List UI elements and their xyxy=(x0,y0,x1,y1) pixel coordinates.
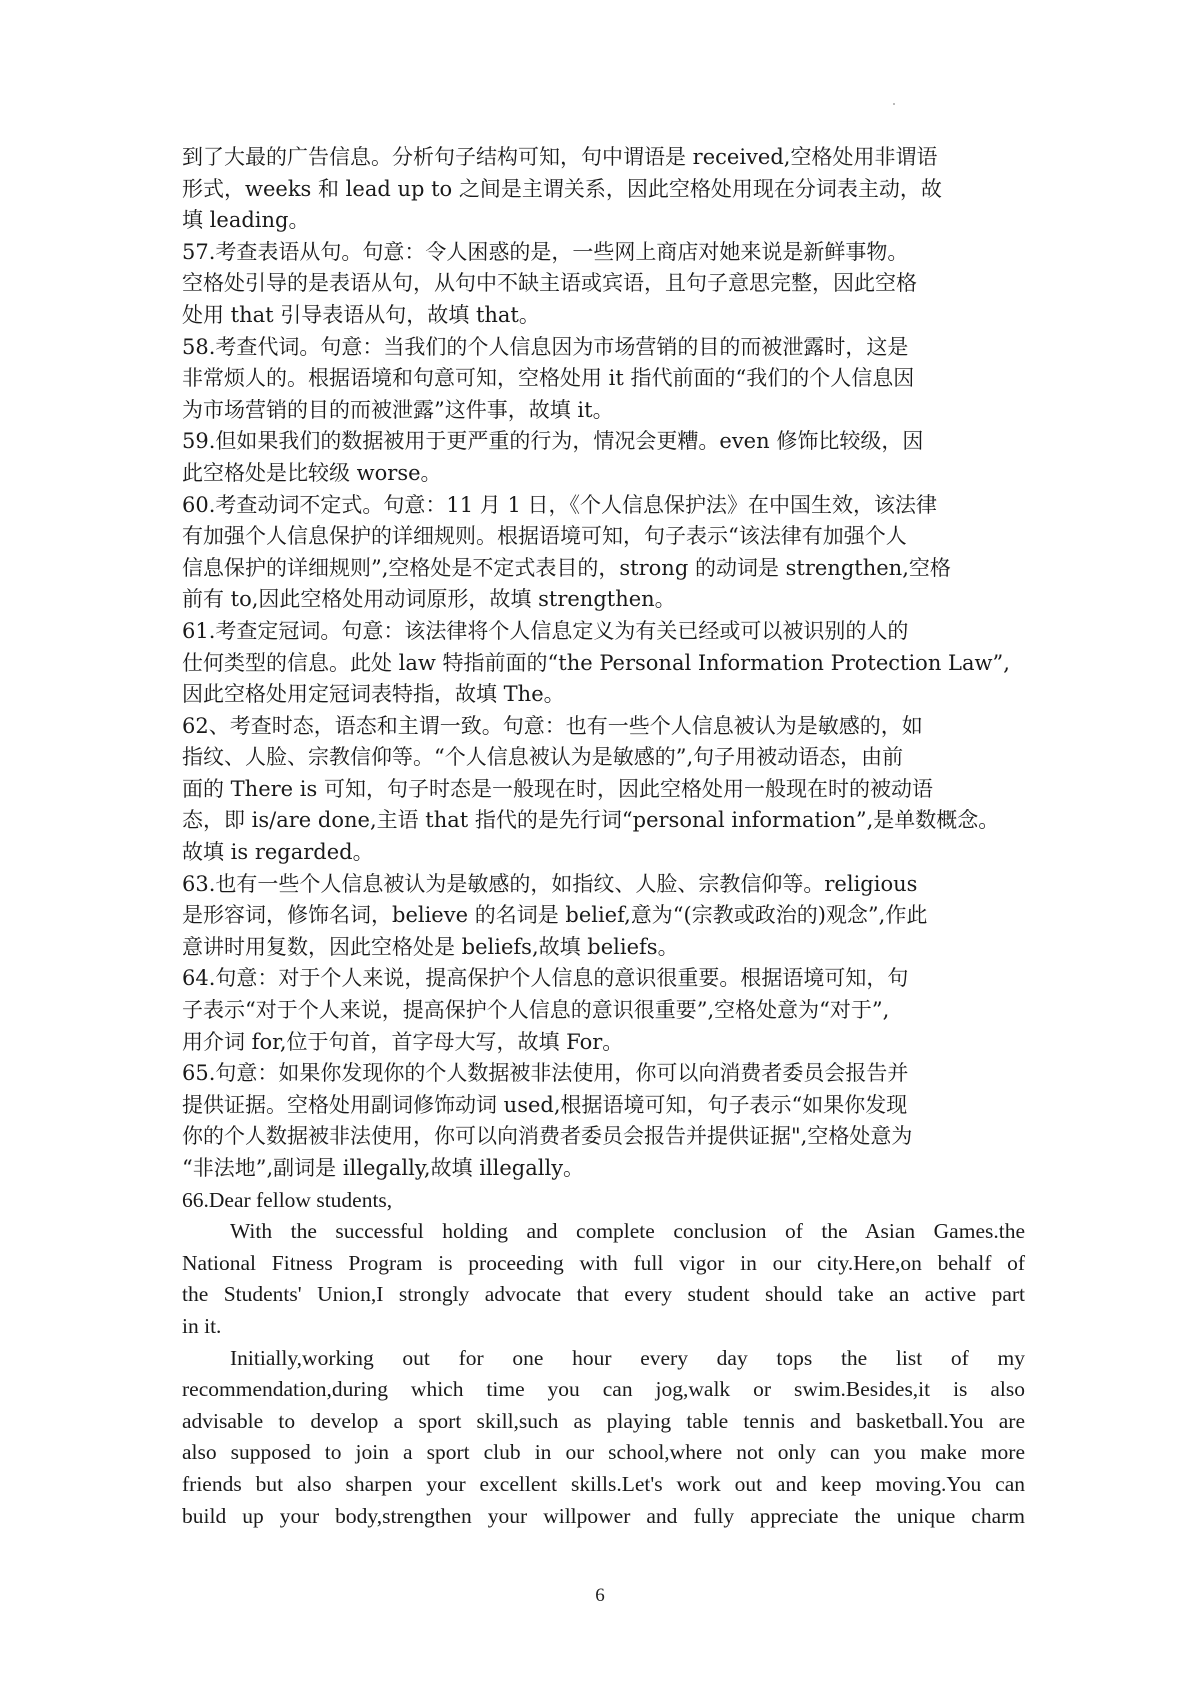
text-line: 59.但如果我们的数据被用于更严重的行为，情况会更糟。even 修饰比较级，因 xyxy=(182,429,924,454)
letter-paragraph-1 xyxy=(182,1216,1025,1342)
letter-line: in it. xyxy=(182,1313,222,1338)
text-line: 你的个人数据被非法使用，你可以向消费者委员会报告并提供证据",空格处意为 xyxy=(182,1124,913,1149)
document-page xyxy=(182,142,1025,1532)
scan-speck xyxy=(893,103,895,105)
text-line: 63.也有一些个人信息被认为是敏感的，如指纹、人脸、宗教信仰等。religious xyxy=(182,871,918,896)
text-line: 填 leading。 xyxy=(182,208,310,233)
text-line: 57.考查表语从句。句意：令人困惑的是，一些网上商店对她来说是新鲜事物。 xyxy=(182,239,909,264)
letter-salutation: 66.Dear fellow students, xyxy=(182,1187,393,1212)
text-line: 用介词 for,位于句首，首字母大写，故填 For。 xyxy=(182,1029,624,1054)
text-line: 前有 to,因此空格处用动词原形，故填 strengthen。 xyxy=(182,587,676,612)
text-line: 仕何类型的信息。此处 law 特指前面的“the Personal Information Protection Law”, xyxy=(182,650,1010,675)
text-line: 故填 is regarded。 xyxy=(182,840,374,865)
text-line: 信息保护的详细规则”,空格处是不定式表目的，strong 的动词是 strengthen,空格 xyxy=(182,555,951,580)
sample-letter xyxy=(182,1185,1025,1533)
text-line: 因此空格处用定冠词表特指，故填 The。 xyxy=(182,682,565,707)
text-line: 空格处引导的是表语从句，从句中不缺主语或宾语，且句子意思完整，因此空格 xyxy=(182,271,917,296)
text-line: 58.考查代词。句意：当我们的个人信息因为市场营销的目的而被泄露时，这是 xyxy=(182,334,909,359)
text-line: 到了大最的广告信息。分析句子结构可知，句中谓语是 received,空格处用非谓语 xyxy=(182,145,938,169)
letter-line: advisable to develop a sport skill,such as playing table tennis and basketball.You are xyxy=(182,1408,1025,1433)
text-line: 提供证据。空格处用副词修饰动词 used,根据语境可知，句子表示“如果你发现 xyxy=(182,1092,908,1117)
letter-line: friends but also sharpen your excellent skills.Let's work out and keep moving.You can xyxy=(182,1471,1025,1496)
text-line: 60.考查动词不定式。句意：11 月 1 日，《个人信息保护法》在中国生效，该法律 xyxy=(182,492,938,517)
text-line: 意讲时用复数，因此空格处是 beliefs,故填 beliefs。 xyxy=(182,934,679,959)
text-line: 面的 There is 可知，句子时态是一般现在时，因此空格处用一般现在时的被动语 xyxy=(182,776,933,801)
letter-line: build up your body,strengthen your willpower and fully appreciate the unique charm xyxy=(182,1503,1025,1528)
text-line: 为市场营销的目的而被泄露”这件事，故填 it。 xyxy=(182,397,614,422)
text-line: 有加强个人信息保护的详细规则。根据语境可知，句子表示“该法律有加强个人 xyxy=(182,524,907,549)
letter-line: National Fitness Program is proceeding with full vigor in our city.Here,on behalf of xyxy=(182,1250,1025,1275)
text-line: 65.句意：如果你发现你的个人数据被非法使用，你可以向消费者委员会报告并 xyxy=(182,1061,909,1086)
letter-line: the Students' Union,I strongly advocate that every student should take an active part xyxy=(182,1282,1025,1307)
text-line: 指纹、人脸、宗教信仰等。“个人信息被认为是敏感的”,句子用被动语态，由前 xyxy=(182,745,904,770)
text-line: 62、考查时态，语态和主谓一致。句意：也有一些个人信息被认为是敏感的，如 xyxy=(182,713,923,738)
letter-paragraph-2 xyxy=(182,1343,1025,1533)
text-line: 子表示“对于个人来说，提高保护个人信息的意识很重要”,空格处意为“对于”, xyxy=(182,998,890,1023)
letter-line: recommendation,during which time you can jog,walk or swim.Besides,it is also xyxy=(182,1377,1025,1402)
text-line: 态，即 is/are done,主语 that 指代的是先行词“personal information”,是单数概念。 xyxy=(182,808,1000,833)
text-line: 形式，weeks 和 lead up to 之间是主谓关系，因此空格处用现在分词表主动，故 xyxy=(182,176,942,201)
text-line: 非常烦人的。根据语境和句意可知，空格处用 it 指代前面的“我们的个人信息因 xyxy=(182,366,915,391)
text-line: 此空格处是比较级 worse。 xyxy=(182,460,442,485)
text-line: 是形容词，修饰名词，believe 的名词是 belief,意为“(宗教或政治的)观念”,作此 xyxy=(182,903,928,928)
text-line: 61.考查定冠词。句意：该法律将个人信息定义为有关已经或可以被识别的人的 xyxy=(182,618,909,643)
text-line: 64.句意：对于个人来说，提高保护个人信息的意识很重要。根据语境可知，句 xyxy=(182,966,909,991)
answer-explanations xyxy=(182,142,1025,1185)
page-number: 6 xyxy=(595,1585,605,1606)
text-line: “非法地”,副词是 illegally,故填 illegally。 xyxy=(182,1156,585,1180)
letter-line: Initially,working out for one hour every day tops the list of my xyxy=(230,1345,1025,1370)
letter-line: With the successful holding and complete conclusion of the Asian Games.the xyxy=(230,1219,1025,1244)
letter-line: also supposed to join a sport club in our school,where not only can you make more xyxy=(182,1440,1025,1465)
text-line: 处用 that 引导表语从句，故填 that。 xyxy=(182,302,540,327)
